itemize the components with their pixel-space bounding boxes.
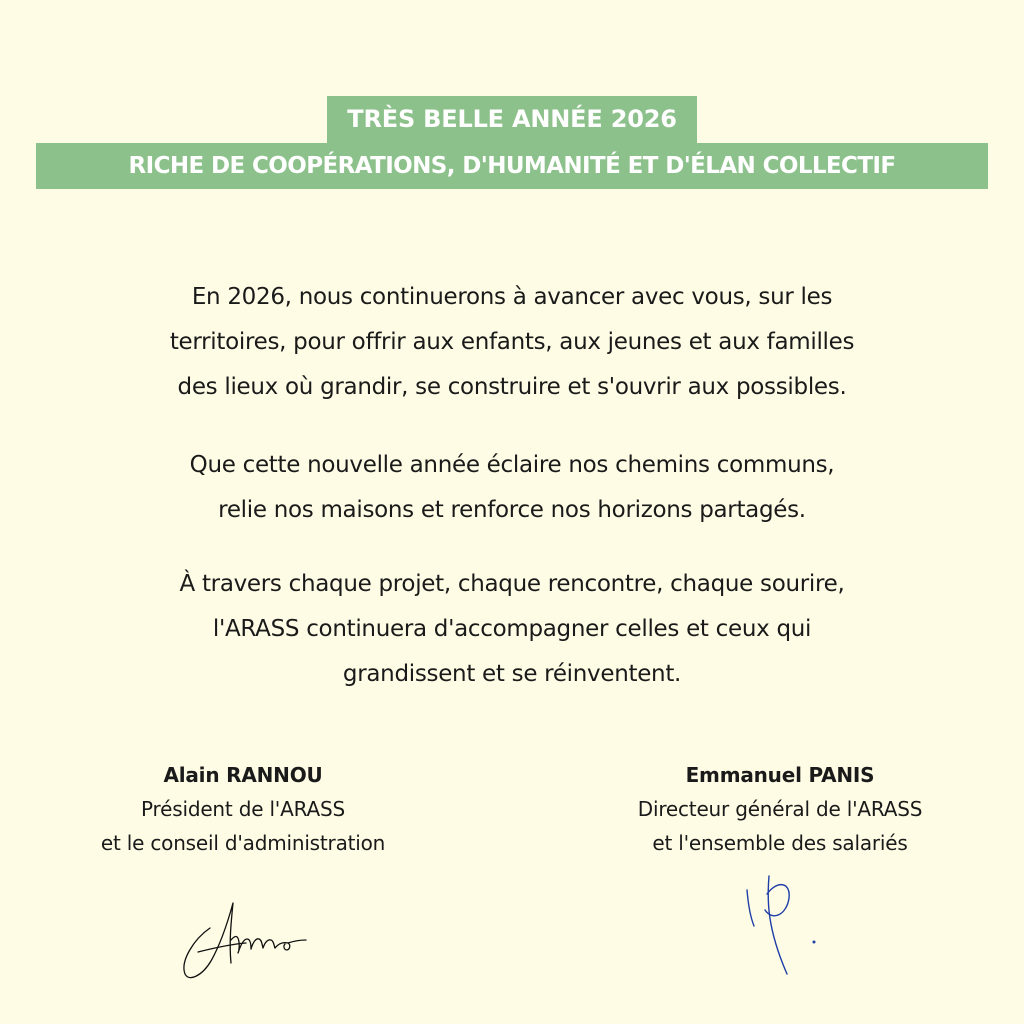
greeting-subtitle: RICHE DE COOPÉRATIONS, D'HUMANITÉ ET D'ÉLAN COLLECTIF (36, 143, 988, 189)
signature-director-strokes (747, 876, 789, 974)
message-line: des lieux où grandir, se construire et s'ouvrir aux possibles. (177, 374, 847, 400)
message-line: grandissent et se réinventent. (342, 661, 682, 687)
signer-director (580, 758, 980, 860)
signer-name: Emmanuel PANIS (685, 763, 875, 787)
greeting-title: TRÈS BELLE ANNÉE 2026 (327, 96, 696, 143)
signer-group: et le conseil d'administration (100, 831, 386, 855)
message-line: En 2026, nous continuerons à avancer avec vous, sur les (191, 284, 833, 310)
signature-dot (813, 941, 816, 944)
message-paragraph-2 (40, 443, 984, 533)
message-line: l'ARASS continuera d'accompagner celles et ceux qui (212, 616, 812, 642)
message-line: À travers chaque projet, chaque rencontre, chaque sourire, (179, 571, 845, 597)
signer-role: Président de l'ARASS (141, 797, 345, 821)
message-line: Que cette nouvelle année éclaire nos chemins communs, (189, 452, 835, 478)
signer-president (40, 758, 446, 860)
signature-president (176, 895, 316, 985)
signature-director (735, 870, 825, 980)
signature-president-strokes (184, 903, 306, 978)
message-line: territoires, pour offrir aux enfants, aux jeunes et aux familles (169, 329, 855, 355)
signer-group: et l'ensemble des salariés (652, 831, 908, 855)
signer-name: Alain RANNOU (163, 763, 323, 787)
signer-role: Directeur général de l'ARASS (637, 797, 923, 821)
message-paragraph-3 (40, 562, 984, 697)
message-paragraph-1 (40, 275, 984, 410)
greeting-header (0, 96, 1024, 189)
message-line: relie nos maisons et renforce nos horizons partagés. (218, 497, 806, 523)
